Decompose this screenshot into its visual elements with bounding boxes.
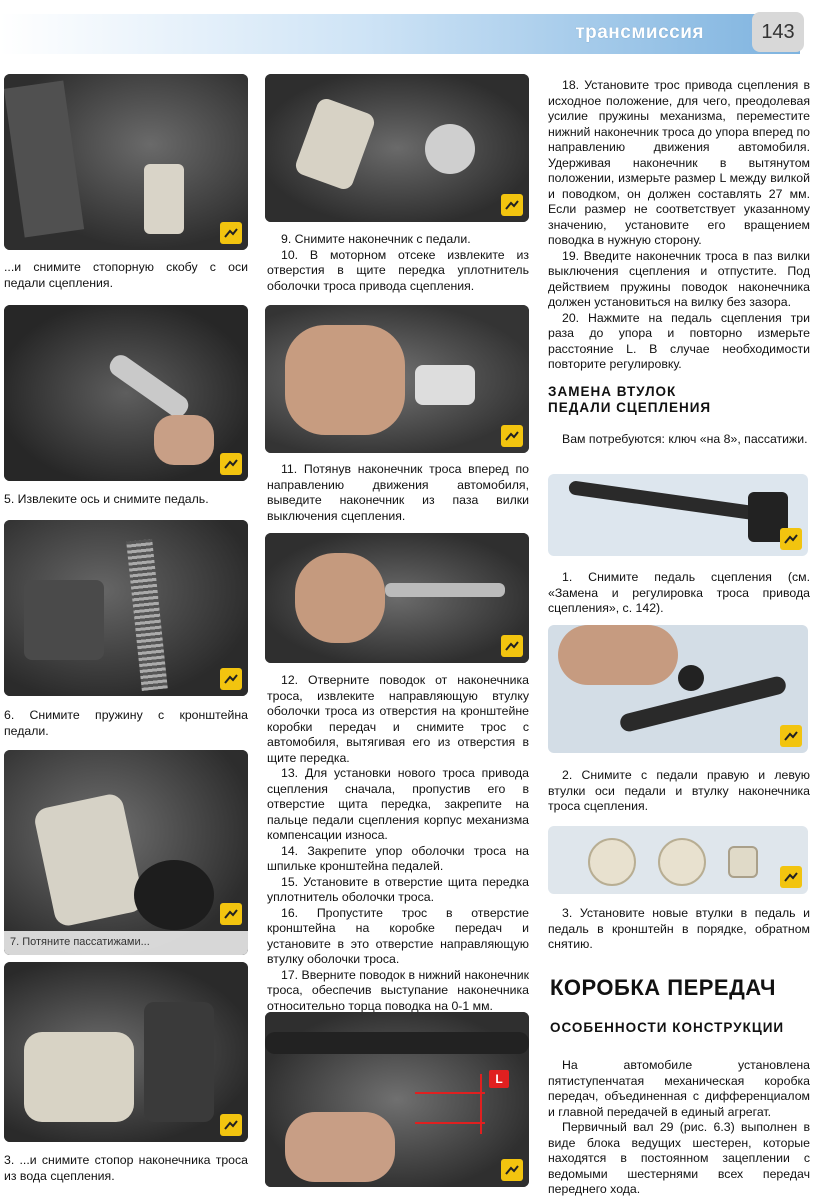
body-paragraph-2: Первичный вал 29 (рис. 6.3) выполнен в виде блока ведущих шестерен, которые находятся в постоянном зацеплении с ведомыми шестернями всех передач переднего хода. bbox=[548, 1120, 810, 1196]
page-header bbox=[0, 14, 800, 54]
section-heading-bushings bbox=[548, 384, 810, 416]
caption-right-b bbox=[548, 768, 810, 815]
camera-badge-icon bbox=[780, 528, 802, 550]
camera-badge-icon bbox=[501, 1159, 523, 1181]
step-10: 10. В моторном отсеке извлеките из отверстия в щите передка уплотнитель оболочки троса привода сцепления. bbox=[267, 247, 529, 293]
tools-needed bbox=[548, 432, 810, 448]
step-17: 17. Вверните поводок в нижний наконечник троса, обеспечив выступание наконечника относительно торца поводка на 0-1 мм. bbox=[267, 967, 529, 1013]
step-13: 13. Для установки нового троса привода сцепления сначала, пропустив его в отверстие щита передка, закрепите на пальце педали сцепления корпус механизма компенсации износа. bbox=[267, 766, 529, 842]
step-3: 3. Установите новые втулки в педаль и педаль в кронштейн в порядке, обратном снятию. bbox=[548, 906, 810, 951]
photo-pedal bbox=[548, 474, 808, 556]
photo-cable-stop bbox=[4, 962, 248, 1142]
section-heading-line-2: ПЕДАЛИ СЦЕПЛЕНИЯ bbox=[548, 400, 712, 415]
step-12: 12. Отверните поводок от наконечника троса, извлеките направляющую втулку оболочки троса из отверстия на кронштейне коробки передач и снимите трос с автомобиля, вытягивая его из отверстия в щите передка. bbox=[267, 673, 529, 765]
camera-badge-icon bbox=[780, 866, 802, 888]
photo-remove-spring bbox=[4, 520, 248, 696]
photo-fork bbox=[265, 533, 529, 663]
section-title: трансмиссия bbox=[575, 22, 704, 43]
caption-middle-1 bbox=[267, 232, 529, 294]
section-heading-line-1: ЗАМЕНА ВТУЛОК bbox=[548, 384, 677, 399]
chapter-heading: КОРОБКА ПЕРЕДАЧ bbox=[550, 975, 776, 1000]
tools-text: Вам потребуются: ключ «на 8», пассатижи. bbox=[562, 432, 808, 446]
camera-badge-icon bbox=[220, 903, 242, 925]
step-9: 9. Снимите наконечник с педали. bbox=[281, 232, 471, 246]
step-1: 1. Снимите педаль сцепления (см. «Замена и регулировка троса привода сцепления», с. 142). bbox=[548, 570, 810, 615]
camera-badge-icon bbox=[501, 194, 523, 216]
photo-stop-bracket bbox=[4, 74, 248, 250]
step-16: 16. Пропустите трос в отверстие кронштейна на коробке передач и установите в это отверстие направляющую втулку оболочки троса. bbox=[267, 905, 529, 966]
photo-remove-axle bbox=[4, 305, 248, 481]
caption-left-2: 5. Извлеките ось и снимите педаль. bbox=[4, 492, 209, 506]
l-marker: L bbox=[489, 1070, 509, 1088]
step-14: 14. Закрепите упор оболочки троса на шпильке кронштейна педалей. bbox=[267, 843, 529, 873]
sub-heading: ОСОБЕННОСТИ КОНСТРУКЦИИ bbox=[550, 1020, 785, 1035]
caption-right-c bbox=[548, 906, 810, 953]
photo-new-bushings bbox=[548, 826, 808, 894]
camera-badge-icon bbox=[501, 635, 523, 657]
photo-pedal-bushings bbox=[548, 625, 808, 753]
caption-middle-3 bbox=[267, 673, 529, 1014]
camera-badge-icon bbox=[220, 222, 242, 244]
step-20: 20. Нажмите на педаль сцепления три раза до упора и повторно измерьте расстояние L. В случае необходимости повторите регулировку. bbox=[548, 310, 810, 371]
caption-left-1: ...и снимите стопорную скобу с оси педали сцепления. bbox=[4, 260, 248, 290]
step-11: 11. Потянув наконечник троса вперед по направлению движения автомобиля, выведите наконечник из паза вилки выключения сцепления. bbox=[267, 462, 529, 523]
camera-badge-icon bbox=[501, 425, 523, 447]
page-number: 143 bbox=[752, 12, 804, 52]
camera-badge-icon bbox=[220, 1114, 242, 1136]
photo-seal bbox=[265, 305, 529, 453]
step-2: 2. Снимите с педали правую и левую втулки оси педали и втулку наконечника троса сцепления. bbox=[548, 768, 810, 813]
step-15: 15. Установите в отверстие щита передка уплотнитель оболочки троса. bbox=[267, 874, 529, 904]
camera-badge-icon bbox=[220, 668, 242, 690]
caption-right-a bbox=[548, 570, 810, 617]
body-text bbox=[548, 1058, 810, 1198]
right-text-block bbox=[548, 78, 810, 373]
step-18: 18. Установите трос привода сцепления в исходное положение, для чего, преодолевая усилие пружины механизма, переместите нижний наконечник троса до упора вперед по направлению движения автомобиля. Удерживая наконечник в вытянутом положении, измерьте размер L между вилкой и поводком, он должен составлять 27 мм. Если размер не соответствует указанному значению, установите его вращением поводка в нужную сторону. bbox=[548, 78, 810, 247]
caption-left-3: 6. Снимите пружину с кронштейна педали. bbox=[4, 708, 248, 738]
caption-middle-2 bbox=[267, 462, 529, 524]
camera-badge-icon bbox=[780, 725, 802, 747]
photo-measure-l bbox=[265, 1012, 529, 1187]
body-paragraph-1: На автомобиле установлена пятиступенчатая механическая коробка передач, объединенная с дифференциалом и главной передачей в единый агрегат. bbox=[548, 1058, 810, 1119]
step-19: 19. Введите наконечник троса в паз вилки выключения сцепления и отпустите. Под действием пружины поводок наконечника должен установиться на вилку без зазора. bbox=[548, 248, 810, 309]
photo-strip-caption: 7. Потяните пассатижами... bbox=[4, 931, 248, 955]
camera-badge-icon bbox=[220, 453, 242, 475]
photo-remove-tip bbox=[265, 74, 529, 222]
caption-left-5: 3. ...и снимите стопор наконечника троса из вода сцепления. bbox=[4, 1153, 248, 1183]
photo-pliers bbox=[4, 750, 248, 955]
